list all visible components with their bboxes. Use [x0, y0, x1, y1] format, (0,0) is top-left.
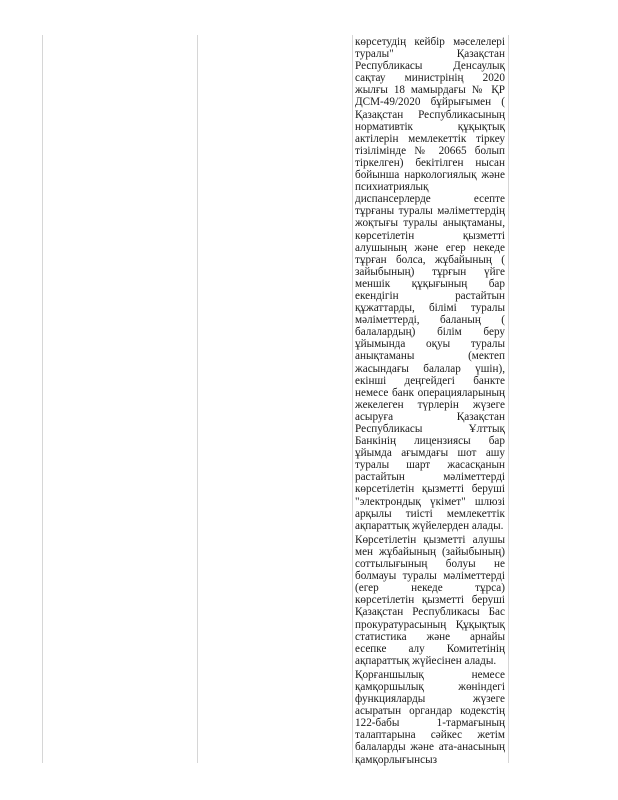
paragraph-criminal-record: Көрсетілетін қызметті алушы мен жұбайының (зайыбының) соттылығының болуы не болмауы туралы мәліметтерді (егер некеде тұрса) көрсетілетін қызметті беруші Қазақстан Республикасы Бас прокуратурасының Құқықтық статистика және арнайы есепке алу Комитетінің ақпараттық жүйесінен алады. [355, 533, 505, 667]
paragraph-data-sources: көрсетудің кейбір мәселелері туралы" Қазақстан Республикасы Денсаулық сақтау министрінің 2020 жылғы 18 мамырдағы № ҚР ДСМ-49/2020 бұйрығымен ( Қазақстан Республикасының нормативтік құқықтық актілерін мемлекеттік тіркеу тізілімінде № 20665 болып тіркелген) бекітілген нысан бойынша наркологиялық және психиатриялық диспансерлерде есепте тұрғаны туралы мәліметтердің жоқтығы туралы анықтаманы, көрсетілетін қызметті алушының және егер некеде тұрған болса, жұбайының ( зайыбының) тұрғын үйге меншік құқығының бар екендігін растайтын құжаттарды, білімі туралы мәліметтерді, баланың ( балалардың) білім беру ұйымында оқуы туралы анықтаманы (мектеп жасындағы балалар үшін), екінші деңгейдегі банкте немесе банк операцияларының жекелеген түрлерін жүзеге асыруға Қазақстан Республикасы Ұлттық Банкінің лицензиясы бар ұйымда ағымдағы шот ашу туралы шарт жасасқанын растайтын мәліметтерді көрсетілетін қызметті беруші "электрондық үкімет" шлюзі арқылы тиісті мемлекеттік ақпараттық жүйелерден алады. [355, 36, 505, 532]
table-cell-requirements [355, 36, 505, 766]
table-border-right [508, 35, 509, 763]
table-border-left [42, 35, 43, 763]
table-border-col1 [197, 35, 198, 763]
paragraph-guardianship: Қорғаншылық немесе қамқоршылық жөніндегі функцияларды жүзеге асыратын органдар кодекстің 122-бабы 1-тармағының талаптарына сәйкес жетім балаларды және ата-анасының қамқорлығынсыз [355, 668, 505, 766]
table-border-col2 [352, 35, 353, 763]
